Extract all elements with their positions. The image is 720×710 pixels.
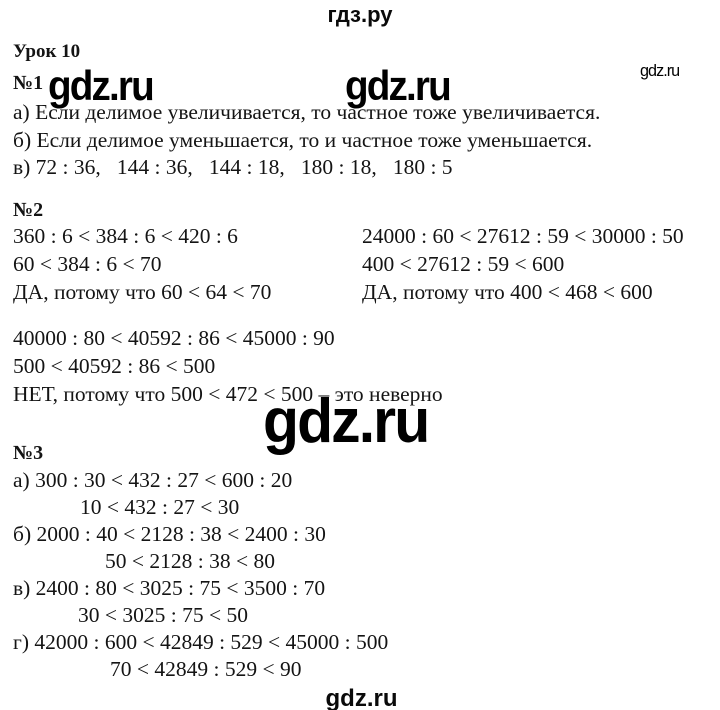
task2-columns <box>13 222 710 306</box>
task1-line-v: в) 72 : 36, 144 : 36, 144 : 18, 180 : 18, 180 : 5 <box>13 155 453 179</box>
task3-line-a-result: 10 < 432 : 27 < 30 <box>80 494 240 519</box>
task3-line-g-result: 70 < 42849 : 529 < 90 <box>110 656 302 681</box>
task2-right-line-1: 24000 : 60 < 27612 : 59 < 30000 : 50 <box>362 223 684 248</box>
task3-line-v: в) 2400 : 80 < 3025 : 75 < 3500 : 70 <box>13 575 326 600</box>
task2-bottom-line-3: НЕТ, потому что 500 < 472 < 500 – это неверно <box>13 381 443 406</box>
task3-line-v-result: 30 < 3025 : 75 < 50 <box>78 602 248 627</box>
task2-left-column <box>13 222 362 306</box>
task1-label: №1 <box>13 72 44 94</box>
task2-right-column <box>362 222 710 306</box>
site-header-logo: гдз.ру <box>327 2 393 27</box>
task3-line-b-result: 50 < 2128 : 38 < 80 <box>105 548 275 573</box>
task1-answers <box>13 99 710 182</box>
site-footer-logo: gdz.ru <box>325 684 398 710</box>
watermark-task1-center: gdz.ru <box>345 62 450 109</box>
task3-line-b: б) 2000 : 40 < 2128 : 38 < 2400 : 30 <box>13 521 326 546</box>
answer-content <box>0 41 720 710</box>
task2-label: №2 <box>13 198 44 221</box>
watermark-middle: gdz.ru <box>263 387 429 456</box>
watermark-task1-left: gdz.ru <box>48 62 153 109</box>
watermark-task1-right: gdz.ru <box>640 61 680 80</box>
task1-line-b: б) Если делимое уменьшается, то и частное тоже уменьшается. <box>13 127 593 152</box>
task2-left-line-1: 360 : 6 < 384 : 6 < 420 : 6 <box>13 223 238 248</box>
task3-label: №3 <box>13 441 44 464</box>
task2-bottom-line-2: 500 < 40592 : 86 < 500 <box>13 353 216 378</box>
task3-line-g: г) 42000 : 600 < 42849 : 529 < 45000 : 500 <box>13 629 389 654</box>
task2-bottom-line-1: 40000 : 80 < 40592 : 86 < 45000 : 90 <box>13 325 335 350</box>
task3-answers <box>13 467 710 683</box>
lesson-title: Урок 10 <box>13 41 81 62</box>
task3-line-a: а) 300 : 30 < 432 : 27 < 600 : 20 <box>13 467 293 492</box>
task1-header-row <box>13 61 710 109</box>
task1-line-a: а) Если делимое увеличивается, то частное тоже увеличивается. <box>13 100 601 124</box>
task2-left-line-3: ДА, потому что 60 < 64 < 70 <box>13 279 272 304</box>
task2-left-line-2: 60 < 384 : 6 < 70 <box>13 251 162 276</box>
task2-right-line-3: ДА, потому что 400 < 468 < 600 <box>362 279 653 304</box>
task2-right-line-2: 400 < 27612 : 59 < 600 <box>362 251 565 276</box>
